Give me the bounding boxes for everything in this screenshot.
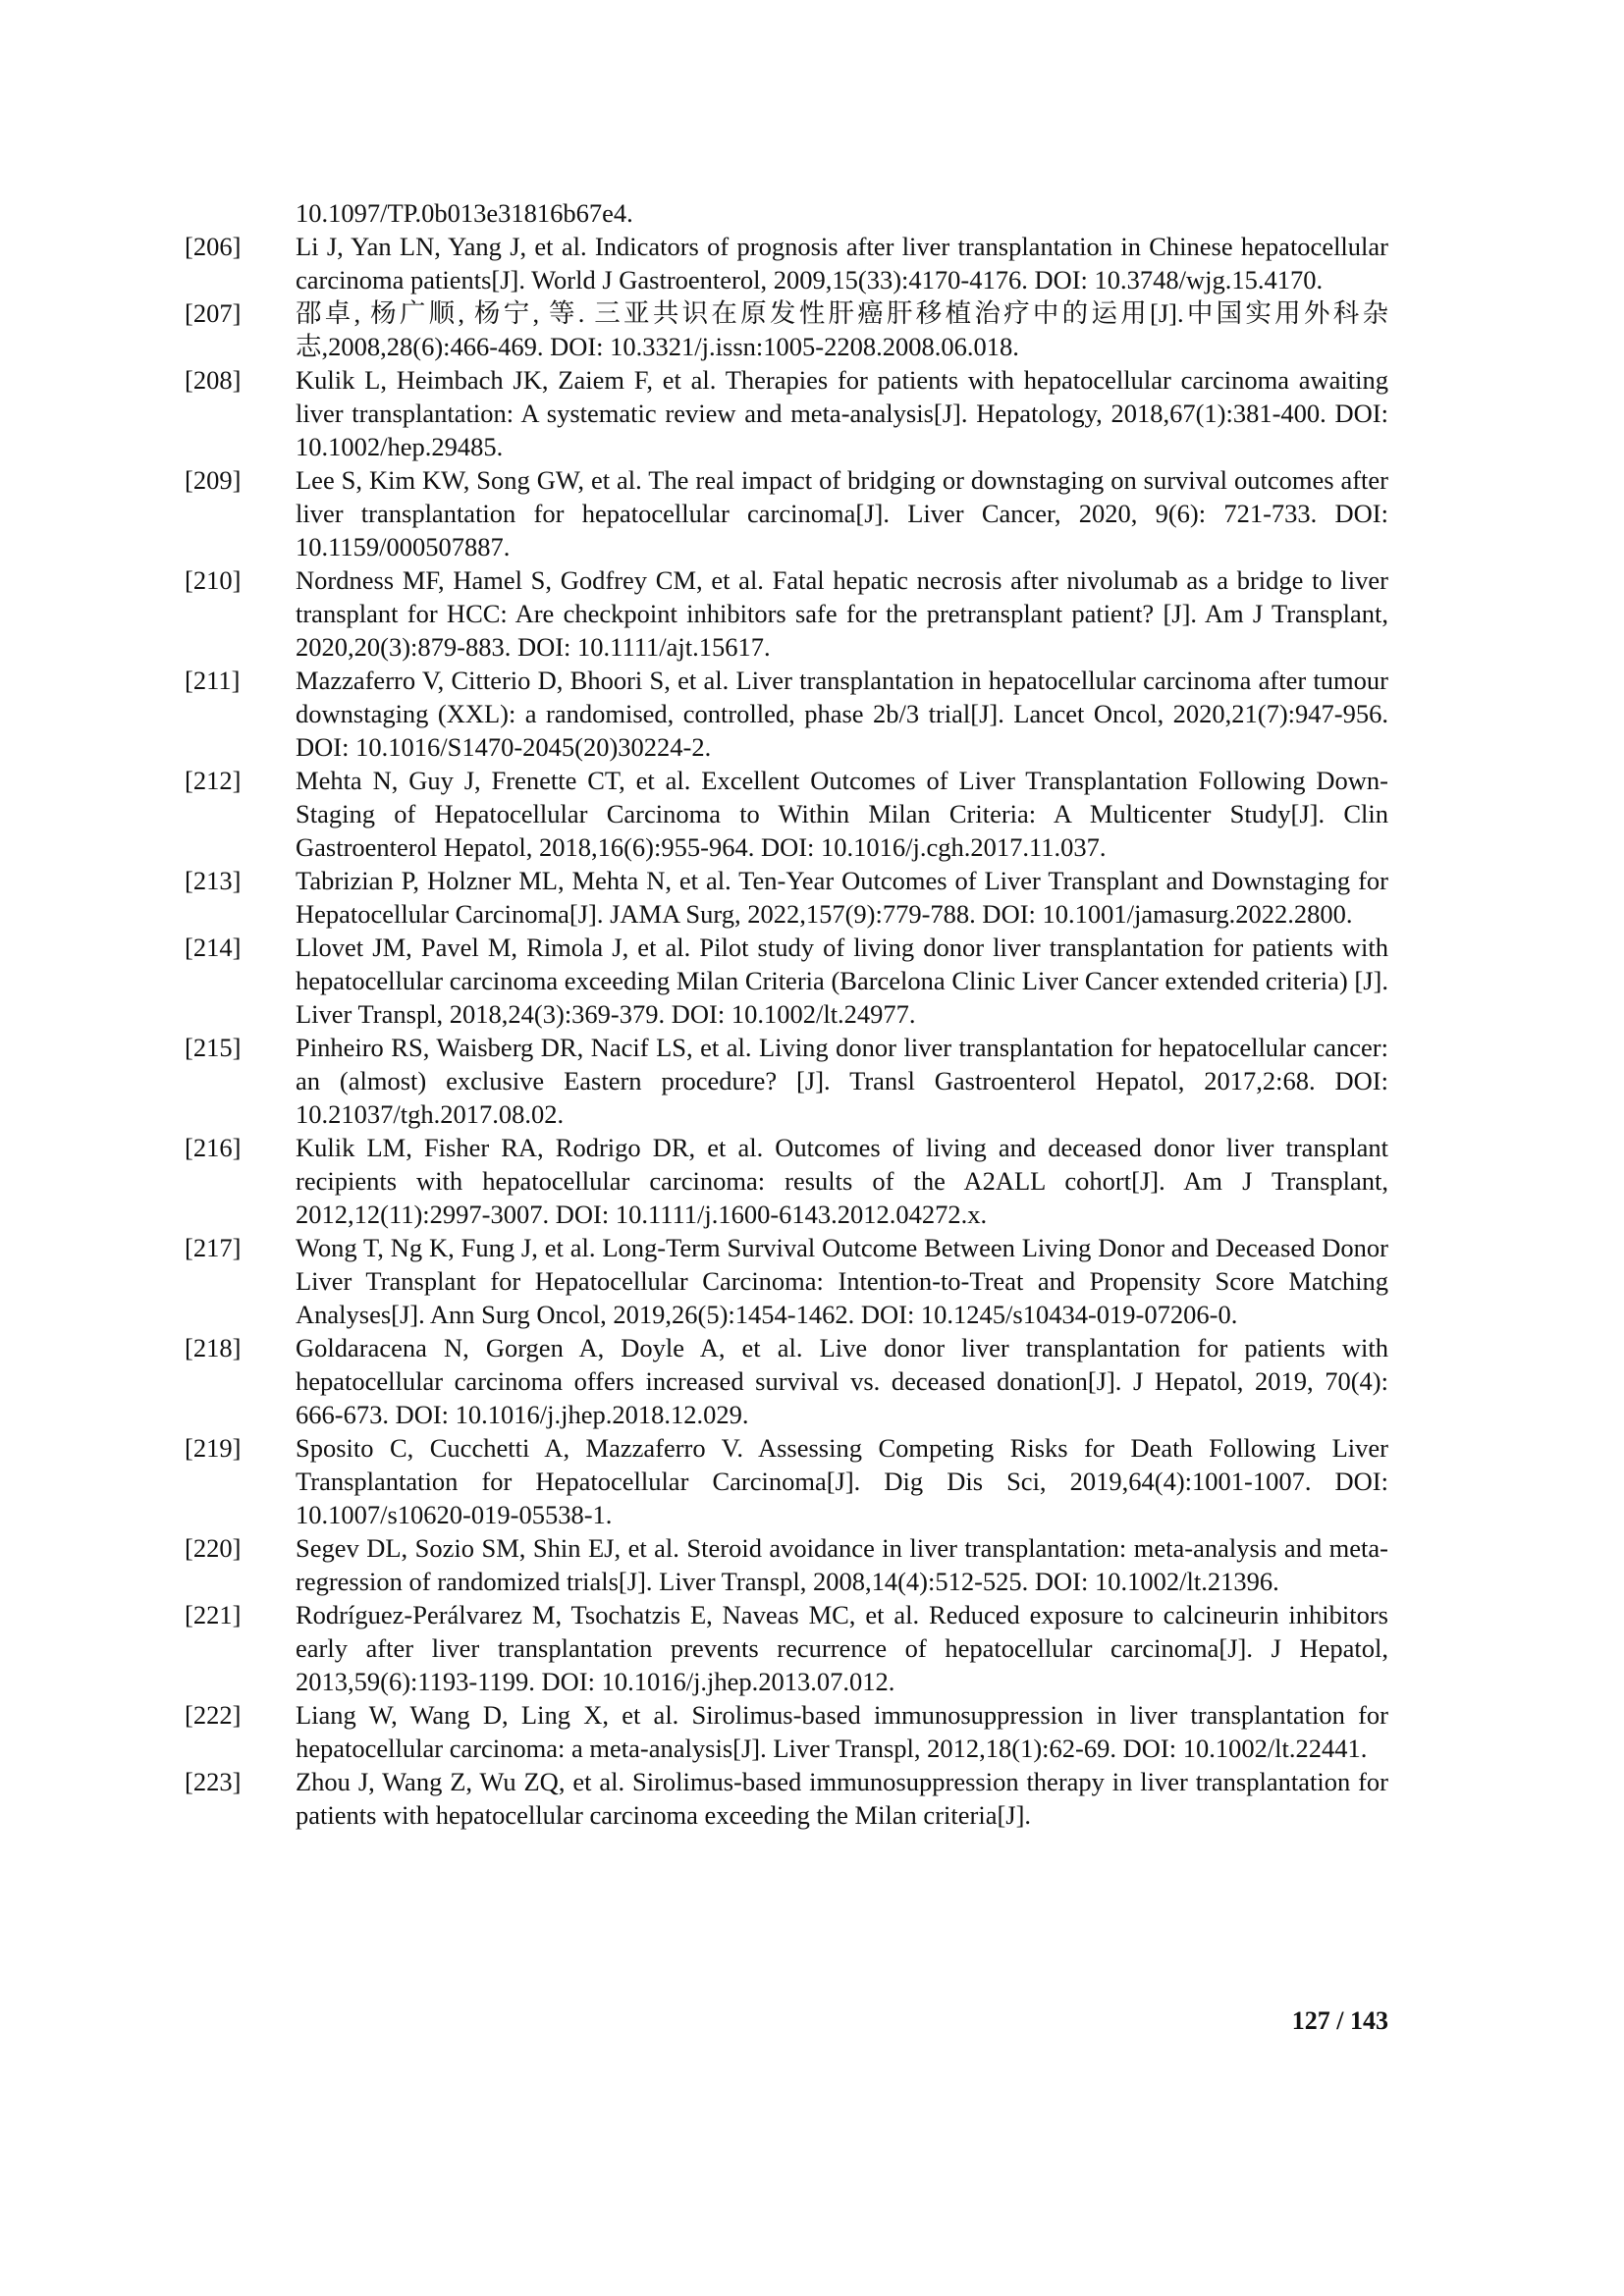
reference-number: [214]	[185, 933, 242, 962]
reference-text: Zhou J, Wang Z, Wu ZQ, et al. Sirolimus-based immunosuppression therapy in liver transplantation for patients with hepatocellular carcinoma exceeding the Milan criteria[J].	[296, 1767, 1388, 1830]
reference-item	[185, 463, 1388, 563]
reference-text: Nordness MF, Hamel S, Godfrey CM, et al. Fatal hepatic necrosis after nivolumab as a bridge to liver transplant for HCC: Are checkpoint inhibitors safe for the pretransplant patient? [J]. Am J Transplant, 2020,20(3):879-883. DOI: 10.1111/ajt.15617.	[296, 565, 1388, 662]
reference-number: [221]	[185, 1600, 242, 1629]
reference-list	[185, 230, 1388, 1832]
reference-text: Lee S, Kim KW, Song GW, et al. The real impact of bridging or downstaging on survival outcomes after liver transplantation for hepatocellular carcinoma[J]. Liver Cancer, 2020, 9(6): 721-733. DOI: 10.1159/000507887.	[296, 465, 1388, 561]
reference-number: [223]	[185, 1767, 242, 1796]
reference-text: Llovet JM, Pavel M, Rimola J, et al. Pilot study of living donor liver transplantation for patients with hepatocellular carcinoma exceeding Milan Criteria (Barcelona Clinic Liver Cancer extended criteria) [J]. Liver Transpl, 2018,24(3):369-379. DOI: 10.1002/lt.24977.	[296, 933, 1388, 1029]
reference-number: [212]	[185, 766, 242, 795]
reference-text: Goldaracena N, Gorgen A, Doyle A, et al. Live donor liver transplantation for patients with hepatocellular carcinoma offers increased survival vs. deceased donation[J]. J Hepatol, 2019, 70(4): 666-673. DOI: 10.1016/j.jhep.2018.12.029.	[296, 1333, 1388, 1429]
reference-text: Kulik LM, Fisher RA, Rodrigo DR, et al. Outcomes of living and deceased donor liver transplant recipients with hepatocellular carcinoma: results of the A2ALL cohort[J]. Am J Transplant, 2012,12(11):2997-3007. DOI: 10.1111/j.1600-6143.2012.04272.x.	[296, 1133, 1388, 1229]
reference-item	[185, 864, 1388, 931]
reference-number: [209]	[185, 465, 242, 495]
reference-number: [218]	[185, 1333, 242, 1362]
reference-text: Sposito C, Cucchetti A, Mazzaferro V. Assessing Competing Risks for Death Following Liver Transplantation for Hepatocellular Carcinoma[J]. Dig Dis Sci, 2019,64(4):1001-1007. DOI: 10.1007/s10620-019-05538-1.	[296, 1433, 1388, 1529]
reference-text: Liang W, Wang D, Ling X, et al. Sirolimus-based immunosuppression in liver transplantation for hepatocellular carcinoma: a meta-analysis[J]. Liver Transpl, 2012,18(1):62-69. DOI: 10.1002/lt.22441.	[296, 1700, 1388, 1763]
reference-number: [208]	[185, 365, 242, 395]
reference-item	[185, 1031, 1388, 1131]
reference-item	[185, 1331, 1388, 1431]
reference-number: [222]	[185, 1700, 242, 1730]
reference-number: [213]	[185, 866, 242, 895]
reference-item	[185, 363, 1388, 463]
reference-item	[185, 296, 1388, 363]
reference-number: [216]	[185, 1133, 242, 1162]
reference-item	[185, 1531, 1388, 1598]
reference-item	[185, 563, 1388, 664]
reference-continuation-text: 10.1097/TP.0b013e31816b67e4.	[296, 198, 633, 228]
reference-item	[185, 1598, 1388, 1698]
reference-item	[185, 1698, 1388, 1765]
page-number: 127 / 143	[1291, 2006, 1388, 2035]
reference-text: Segev DL, Sozio SM, Shin EJ, et al. Steroid avoidance in liver transplantation: meta-analysis and meta-regression of randomized trials[J]. Liver Transpl, 2008,14(4):512-525. DOI: 10.1002/lt.21396.	[296, 1533, 1388, 1596]
reference-item	[185, 1231, 1388, 1331]
reference-text: 邵卓, 杨广顺, 杨宁, 等. 三亚共识在原发性肝癌肝移植治疗中的运用[J].中国实用外科杂志,2008,28(6):466-469. DOI: 10.3321/j.issn:1005-2208.2008.06.018.	[296, 298, 1388, 361]
reference-item	[185, 1131, 1388, 1231]
reference-number: [210]	[185, 565, 242, 595]
reference-number: [206]	[185, 232, 242, 261]
reference-number: [220]	[185, 1533, 242, 1563]
reference-text: Mazzaferro V, Citterio D, Bhoori S, et al. Liver transplantation in hepatocellular carcinoma after tumour downstaging (XXL): a randomised, controlled, phase 2b/3 trial[J]. Lancet Oncol, 2020,21(7):947-956. DOI: 10.1016/S1470-2045(20)30224-2.	[296, 666, 1388, 762]
reference-text: Tabrizian P, Holzner ML, Mehta N, et al. Ten-Year Outcomes of Liver Transplant and Downstaging for Hepatocellular Carcinoma[J]. JAMA Surg, 2022,157(9):779-788. DOI: 10.1001/jamasurg.2022.2800.	[296, 866, 1388, 929]
reference-number: [219]	[185, 1433, 242, 1463]
reference-item	[185, 931, 1388, 1031]
reference-text: Rodríguez-Perálvarez M, Tsochatzis E, Naveas MC, et al. Reduced exposure to calcineurin inhibitors early after liver transplantation prevents recurrence of hepatocellular carcinoma[J]. J Hepatol, 2013,59(6):1193-1199. DOI: 10.1016/j.jhep.2013.07.012.	[296, 1600, 1388, 1696]
reference-item	[185, 230, 1388, 296]
reference-item	[185, 764, 1388, 864]
reference-text: Kulik L, Heimbach JK, Zaiem F, et al. Therapies for patients with hepatocellular carcinoma awaiting liver transplantation: A systematic review and meta-analysis[J]. Hepatology, 2018,67(1):381-400. DOI: 10.1002/hep.29485.	[296, 365, 1388, 461]
reference-text: Pinheiro RS, Waisberg DR, Nacif LS, et al. Living donor liver transplantation for hepatocellular cancer: an (almost) exclusive Eastern procedure? [J]. Transl Gastroenterol Hepatol, 2017,2:68. DOI: 10.21037/tgh.2017.08.02.	[296, 1033, 1388, 1129]
reference-number: [207]	[185, 298, 242, 328]
reference-number: [211]	[185, 666, 241, 695]
reference-text: Li J, Yan LN, Yang J, et al. Indicators of prognosis after liver transplantation in Chinese hepatocellular carcinoma patients[J]. World J Gastroenterol, 2009,15(33):4170-4176. DOI: 10.3748/wjg.15.4170.	[296, 232, 1388, 294]
reference-item	[185, 664, 1388, 764]
reference-item	[185, 1431, 1388, 1531]
reference-number: [217]	[185, 1233, 242, 1262]
reference-number: [215]	[185, 1033, 242, 1062]
reference-text: Wong T, Ng K, Fung J, et al. Long-Term Survival Outcome Between Living Donor and Deceased Donor Liver Transplant for Hepatocellular Carcinoma: Intention-to-Treat and Propensity Score Matching Analyses[J]. Ann Surg Oncol, 2019,26(5):1454-1462. DOI: 10.1245/s10434-019-07206-0.	[296, 1233, 1388, 1329]
reference-item	[185, 1765, 1388, 1832]
reference-text: Mehta N, Guy J, Frenette CT, et al. Excellent Outcomes of Liver Transplantation Following Down-Staging of Hepatocellular Carcinoma to Within Milan Criteria: A Multicenter Study[J]. Clin Gastroenterol Hepatol, 2018,16(6):955-964. DOI: 10.1016/j.cgh.2017.11.037.	[296, 766, 1388, 862]
